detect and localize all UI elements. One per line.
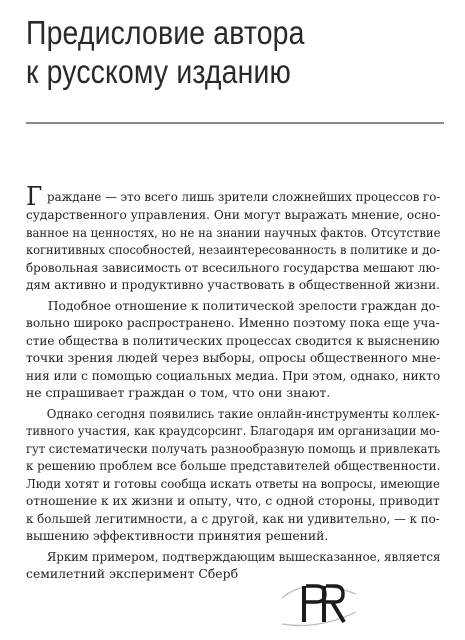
text-line: не спрашивает граждан о том, что они знают. xyxy=(26,385,331,400)
text-line: гут систематически получать разнообразную помощь и привлекать xyxy=(26,440,441,456)
title-line-1: Предисловие автора xyxy=(26,14,305,51)
text-line: вышению эффективности принятия решений. xyxy=(26,528,329,543)
text-line: ванное на ценностях, но не на знании научных фактов. Отсутствие xyxy=(26,224,441,240)
text-line: к решению проблем все больше представителей общественности. xyxy=(26,458,441,473)
text-line: отношение к их жизни и опыту, что, с одной стороны, приводит xyxy=(26,493,440,508)
paragraph-2 xyxy=(26,297,440,402)
text-line: вольно широко распространено. Именно поэтому пока еще уча- xyxy=(26,315,440,330)
text-line: Однако сегодня появились такие онлайн-инструменты коллек- xyxy=(46,405,440,421)
page-title xyxy=(26,13,387,91)
text-line: когнитивных способностей, незаинтересованность в политике и до- xyxy=(26,242,441,257)
text-line: сударственного управления. Они могут выражать мнение, осно- xyxy=(26,207,441,222)
text-line: Подобное отношение к политической зрелости граждан до- xyxy=(47,297,441,313)
title-divider xyxy=(26,122,444,124)
paragraph-3 xyxy=(26,405,440,545)
text-line: Ярким примером, подтверждающим вышесказанное, является xyxy=(46,548,441,564)
text-line: к большей легитимности, а с другой, как ни удивительно, — к по- xyxy=(26,510,440,526)
text-line: точки зрения людей через выборы, опросы общественного мне- xyxy=(26,350,441,365)
paragraph-1 xyxy=(26,182,441,294)
paragraph-4 xyxy=(26,548,440,583)
text-line: семилетний эксперимент Сберб xyxy=(26,566,239,581)
text-line: раждане — это всего лишь зрители сложнейших процессов го- xyxy=(47,189,441,204)
publisher-logo-icon xyxy=(278,568,360,630)
text-line: тивного участия, как краудсорсинг. Благодаря им организации мо- xyxy=(26,423,440,438)
text-line: бровольная зависимость от всесильного государства мешают лю- xyxy=(26,259,440,275)
text-line: Люди хотят и готовы сообща искать ответы на вопросы, имеющие xyxy=(26,475,440,491)
text-line: дям активно и продуктивно участвовать в общественной жизни. xyxy=(26,277,440,292)
title-line-2: к русскому изданию xyxy=(26,53,291,90)
drop-cap: Г xyxy=(26,182,44,212)
text-line: стие общества в политических процессах сводится к выяснению xyxy=(26,332,440,348)
preface-body xyxy=(26,182,441,586)
text-line: ния или с помощью социальных медиа. При этом, однако, никто xyxy=(26,367,441,383)
